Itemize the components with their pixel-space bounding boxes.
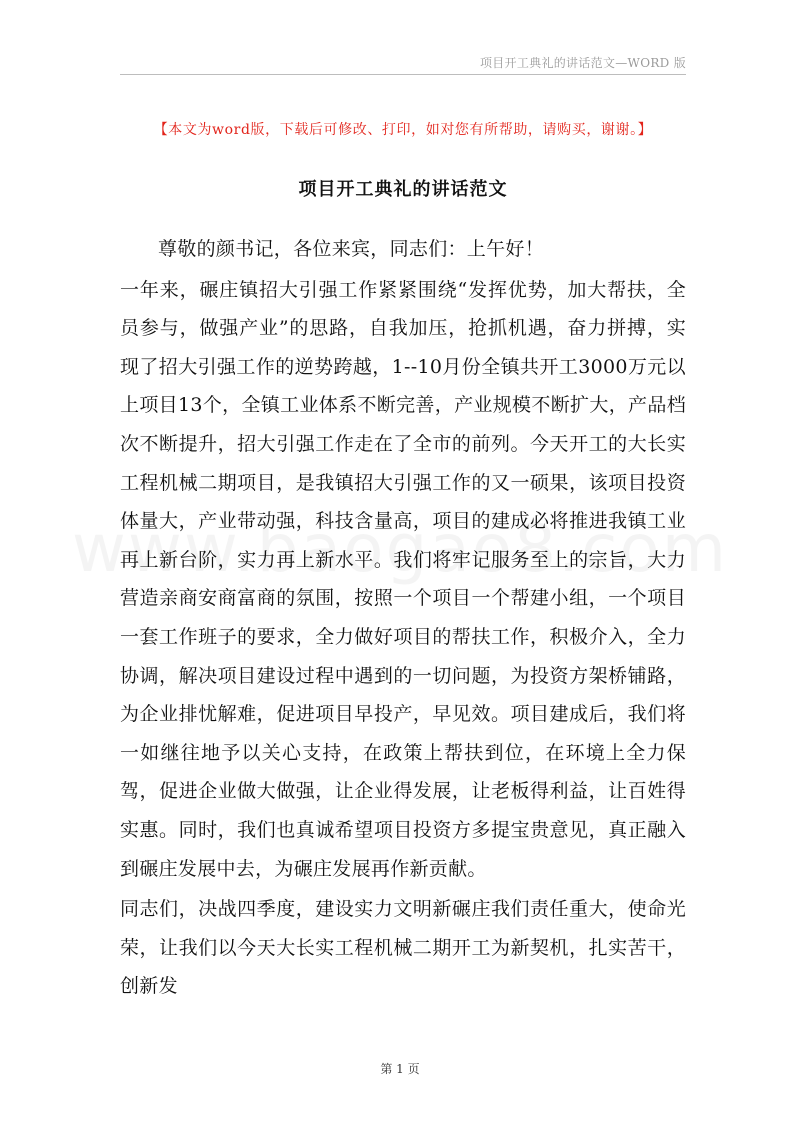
page-number: 第 1 页	[380, 1062, 420, 1076]
document-title: 项目开工典礼的讲话范文	[298, 179, 508, 200]
greeting-line: 尊敬的颜书记，各位来宾，同志们：上午好！	[158, 238, 545, 260]
header-text: 项目开工典礼的讲话范文—WORD 版	[479, 56, 686, 70]
download-notice: 【本文为word版，下载后可修改、打印，如对您有所帮助，请购买，谢谢。】	[153, 122, 653, 138]
paragraph-2: 同志们，决战四季度，建设实力文明新碾庄我们责任重大，使命光荣，让我们以今天大长实工程机械二期开工为新契机，扎实苦干，创新发	[120, 898, 686, 998]
page-header	[120, 54, 686, 75]
document-body	[120, 230, 686, 1008]
paragraph-1: 一年来，碾庄镇招大引强工作紧紧围绕“发挥优势，加大帮扶，全员参与，做强产业”的思路，自我加压，抢抓机遇，奋力拼搏，实现了招大引强工作的逆势跨越，1--10月份全镇共开工3000万元以上项目13个，全镇工业体系不断完善，产业规模不断扩大，产品档次不断提升，招大引强工作走在了全市的前列。今天开工的大长实工程机械二期项目，是我镇招大引强工作的又一硕果，该项目投资体量大，产业带动强，科技含量高，项目的建成必将推进我镇工业再上新台阶，实力再上新水平。我们将牢记服务至上的宗旨，大力营造亲商安商富商的氛围，按照一个项目一个帮建小组，一个项目一套工作班子的要求，全力做好项目的帮扶工作，积极介入，全力协调，解决项目建设过程中遇到的一切问题，为投资方架桥铺路，为企业排忧解难，促进项目早投产，早见效。项目建成后，我们将一如继往地予以关心支持，在政策上帮扶到位，在环境上全力保驾，促进企业做大做强，让企业得发展，让老板得利益，让百姓得实惠。同时，我们也真诚希望项目投资方多提宝贵意见，真正融入到碾庄发展中去，为碾庄发展再作新贡献。	[120, 278, 686, 880]
